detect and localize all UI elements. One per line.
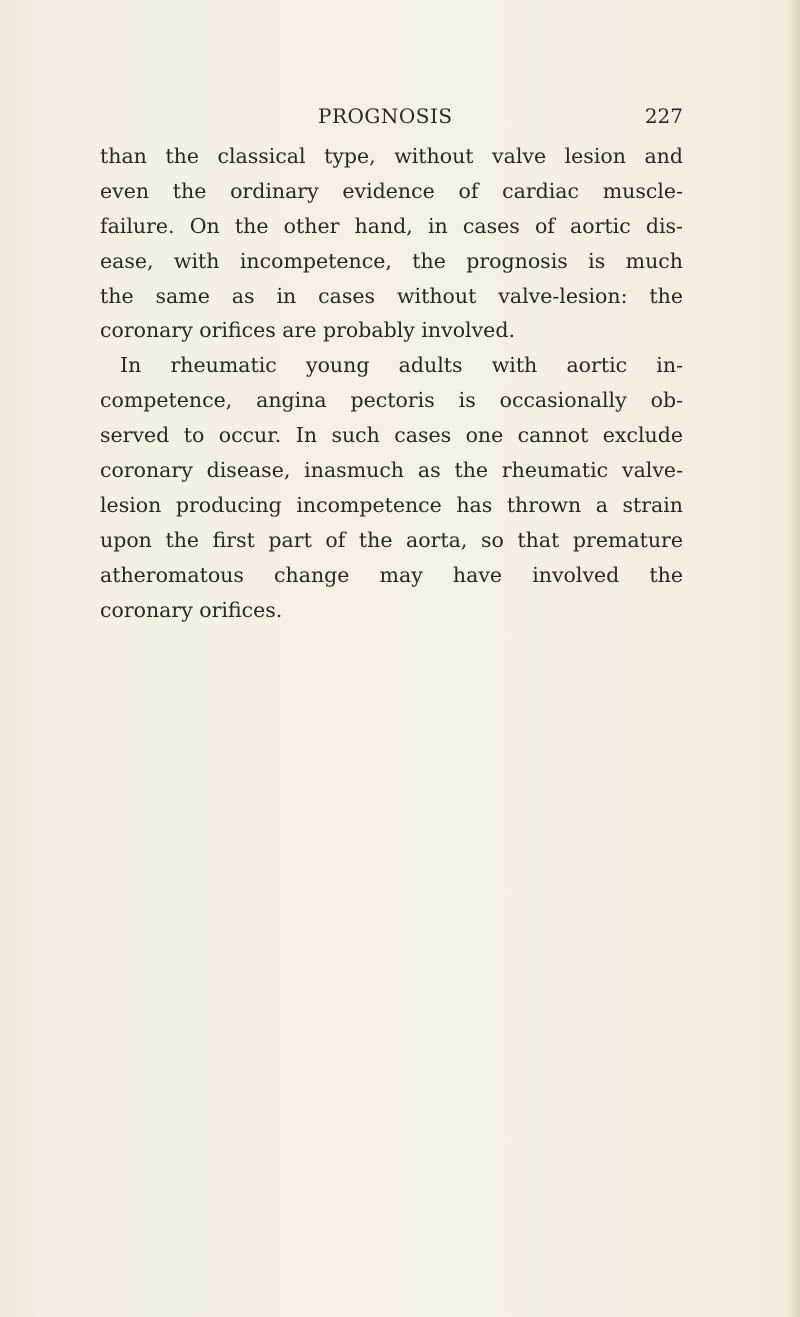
text-line: coronary disease, inasmuch as the rheumatic valve-	[100, 458, 683, 483]
page-edge-shadow	[786, 0, 800, 1317]
text-line: than the classical type, without valve lesion and	[100, 144, 683, 168]
text-line: coronary orifices.	[100, 597, 283, 622]
text-line: served to occur. In such cases one cannot exclude	[100, 423, 683, 448]
text-line: coronary orifices are probably involved.	[100, 318, 515, 343]
page-header	[100, 104, 683, 134]
text-line: lesion producing incompetence has thrown a strain	[100, 492, 683, 517]
page-number: 227	[644, 104, 683, 128]
text-line: failure. On the other hand, in cases of aortic dis-	[100, 213, 683, 238]
text-line: competence, angina pectoris is occasionally ob-	[100, 388, 683, 413]
text-line: ease, with incompetence, the prognosis is much	[100, 248, 683, 273]
text-line: the same as in cases without valve-lesion: the	[100, 283, 683, 308]
running-title: PROGNOSIS	[318, 104, 453, 128]
body-text	[100, 139, 683, 627]
text-line: even the ordinary evidence of cardiac muscle-	[100, 178, 683, 203]
text-line: atheromatous change may have involved the	[100, 562, 683, 587]
text-line: upon the first part of the aorta, so that premature	[100, 527, 683, 552]
text-line: In rheumatic young adults with aortic in-	[120, 353, 683, 378]
